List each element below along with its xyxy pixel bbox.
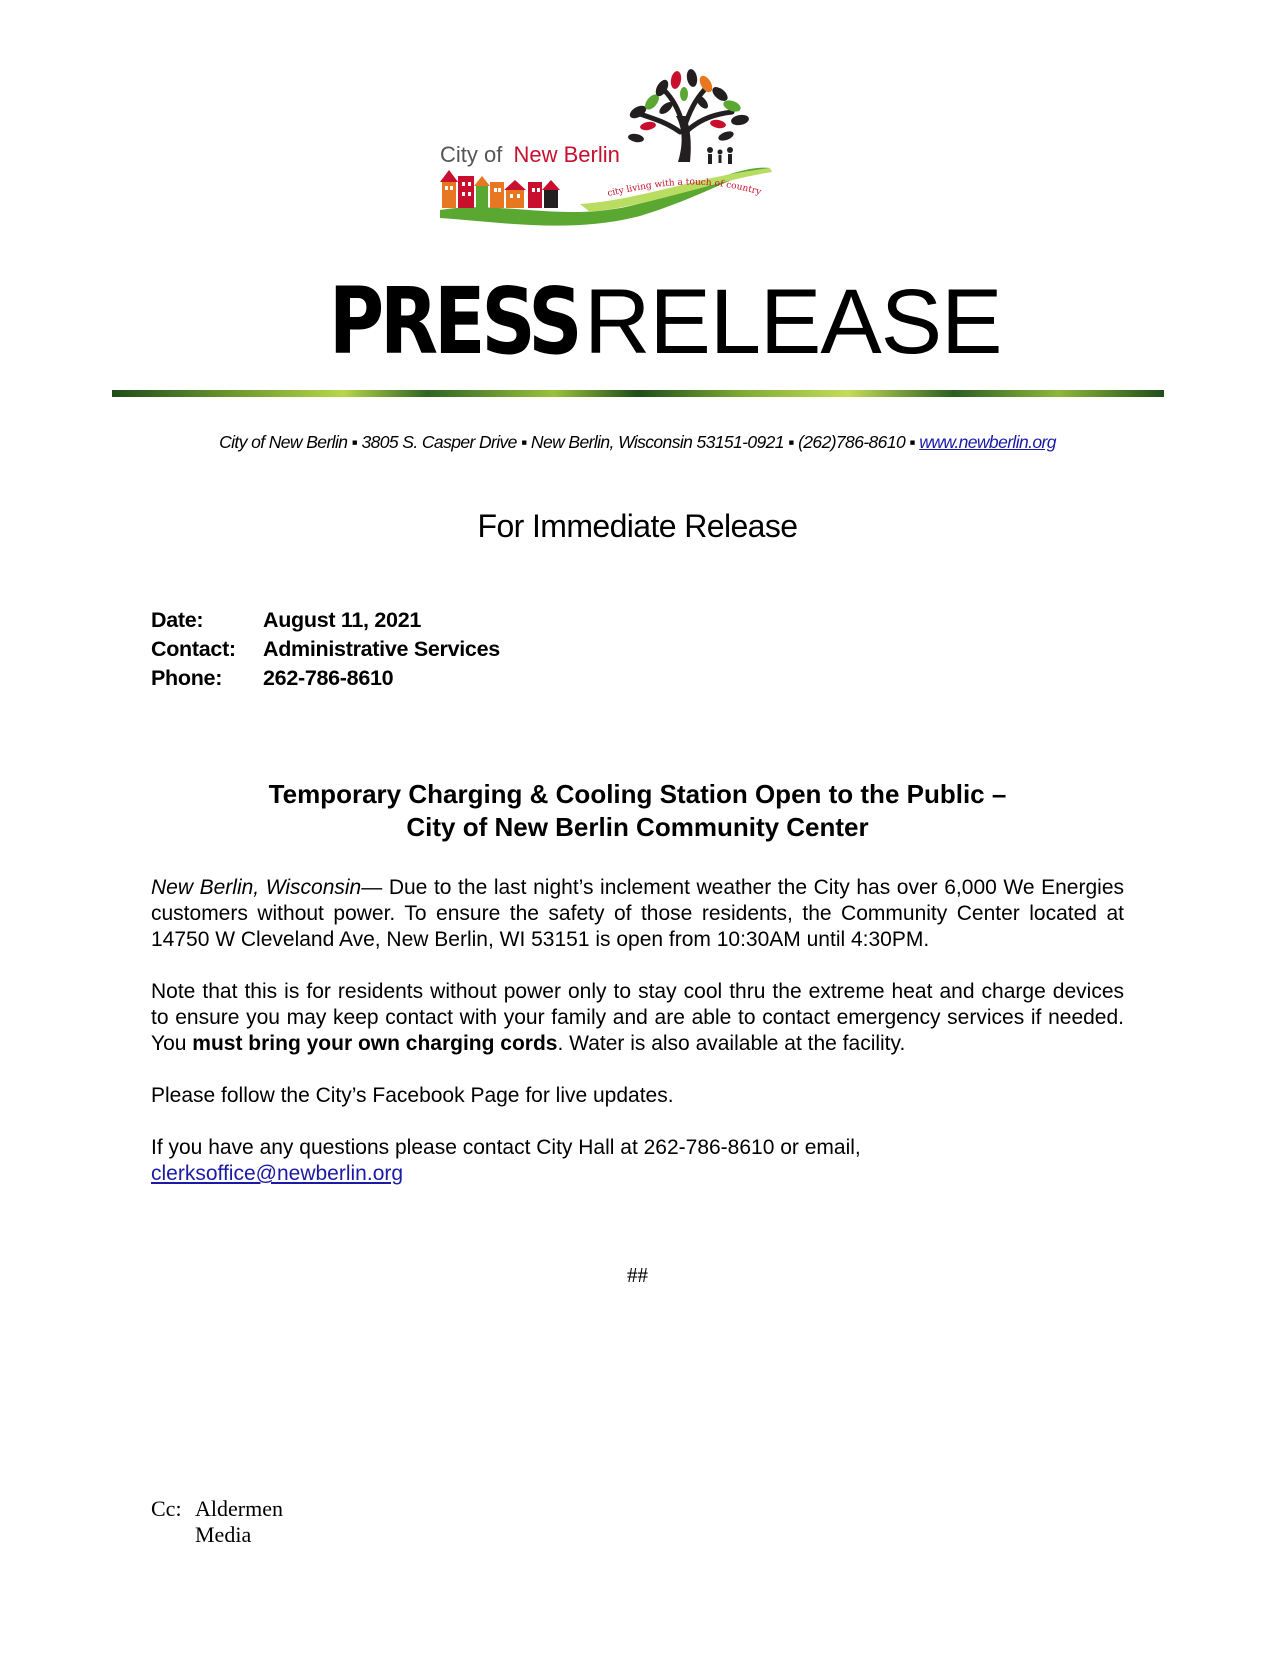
headline-line1: Temporary Charging & Cooling Station Open to the Public – [268,779,1007,809]
paragraph-2 [151,979,1124,1057]
cc-recipient-2: Media [195,1522,252,1547]
paragraph-1-text: — Due to the last night’s inclement weather the City has over 6,000 We Energies customers without power. To ensure the safety of those residents, the Community Center located at 14750 W Cleveland Ave, New Berlin, WI 53151 is open from 10:30AM until 4:30PM. [151,876,1124,951]
paragraph-2-emphasis: must bring your own charging cords [192,1032,558,1055]
info-row-phone [151,664,500,693]
release-word: RELEASE [584,271,1002,373]
contact-value: Administrative Services [263,637,500,661]
paragraph-2-text-a: Note that this is for residents without power only to stay cool thru the extreme heat and charge devices to ensure you may keep contact with your family and are able to contact emergency services if needed. You [151,980,1124,1055]
contact-label: Contact: [151,637,236,661]
paragraph-2-text-b: . Water is also available at the facility. [557,1032,906,1055]
phone-label: Phone: [151,666,223,690]
logo-tagline: city living with a touch of country [606,177,763,199]
website-link[interactable]: www.newberlin.org [919,432,1056,452]
body-text [151,875,1124,1213]
paragraph-4-text: If you have any questions please contact City Hall at 262-786-8610 or email, [151,1136,861,1159]
phone-value: 262-786-8610 [263,666,394,690]
city-logo [440,72,800,232]
svg-text:City of New Berlin [440,142,620,167]
headline-line2: City of New Berlin Community Center [406,812,869,842]
logo-name-part2: New Berlin [513,142,620,167]
email-link[interactable]: clerksoffice@newberlin.org [151,1162,404,1185]
dateline: New Berlin, Wisconsin [151,876,362,899]
address-line [0,432,1275,453]
headline [0,778,1275,844]
paragraph-4 [151,1135,1124,1187]
date-label: Date: [151,608,204,632]
end-mark: ## [627,1263,648,1287]
cc-recipient-1: Aldermen [195,1496,283,1521]
press-word: PRESS [328,268,579,375]
info-row-contact [151,635,500,664]
press-release-title [0,268,1275,375]
cc-label: Cc: [151,1496,182,1521]
address-text: City of New Berlin ▪ 3805 S. Casper Drive ▪ New Berlin, Wisconsin 53151-0921 ▪ (262)786-8610 ▪ [219,432,920,452]
cc-block [151,1496,283,1548]
paragraph-1 [151,875,1124,953]
cc-row-1 [151,1496,283,1522]
release-info-block [151,606,500,693]
header-divider [112,390,1164,397]
paragraph-3: Please follow the City’s Facebook Page for live updates. [151,1084,674,1107]
tree-logo-icon [440,72,800,232]
info-row-date [151,606,500,635]
immediate-release-heading: For Immediate Release [477,508,798,544]
date-value: August 11, 2021 [263,608,422,632]
logo-name-part1: City of [440,142,503,167]
